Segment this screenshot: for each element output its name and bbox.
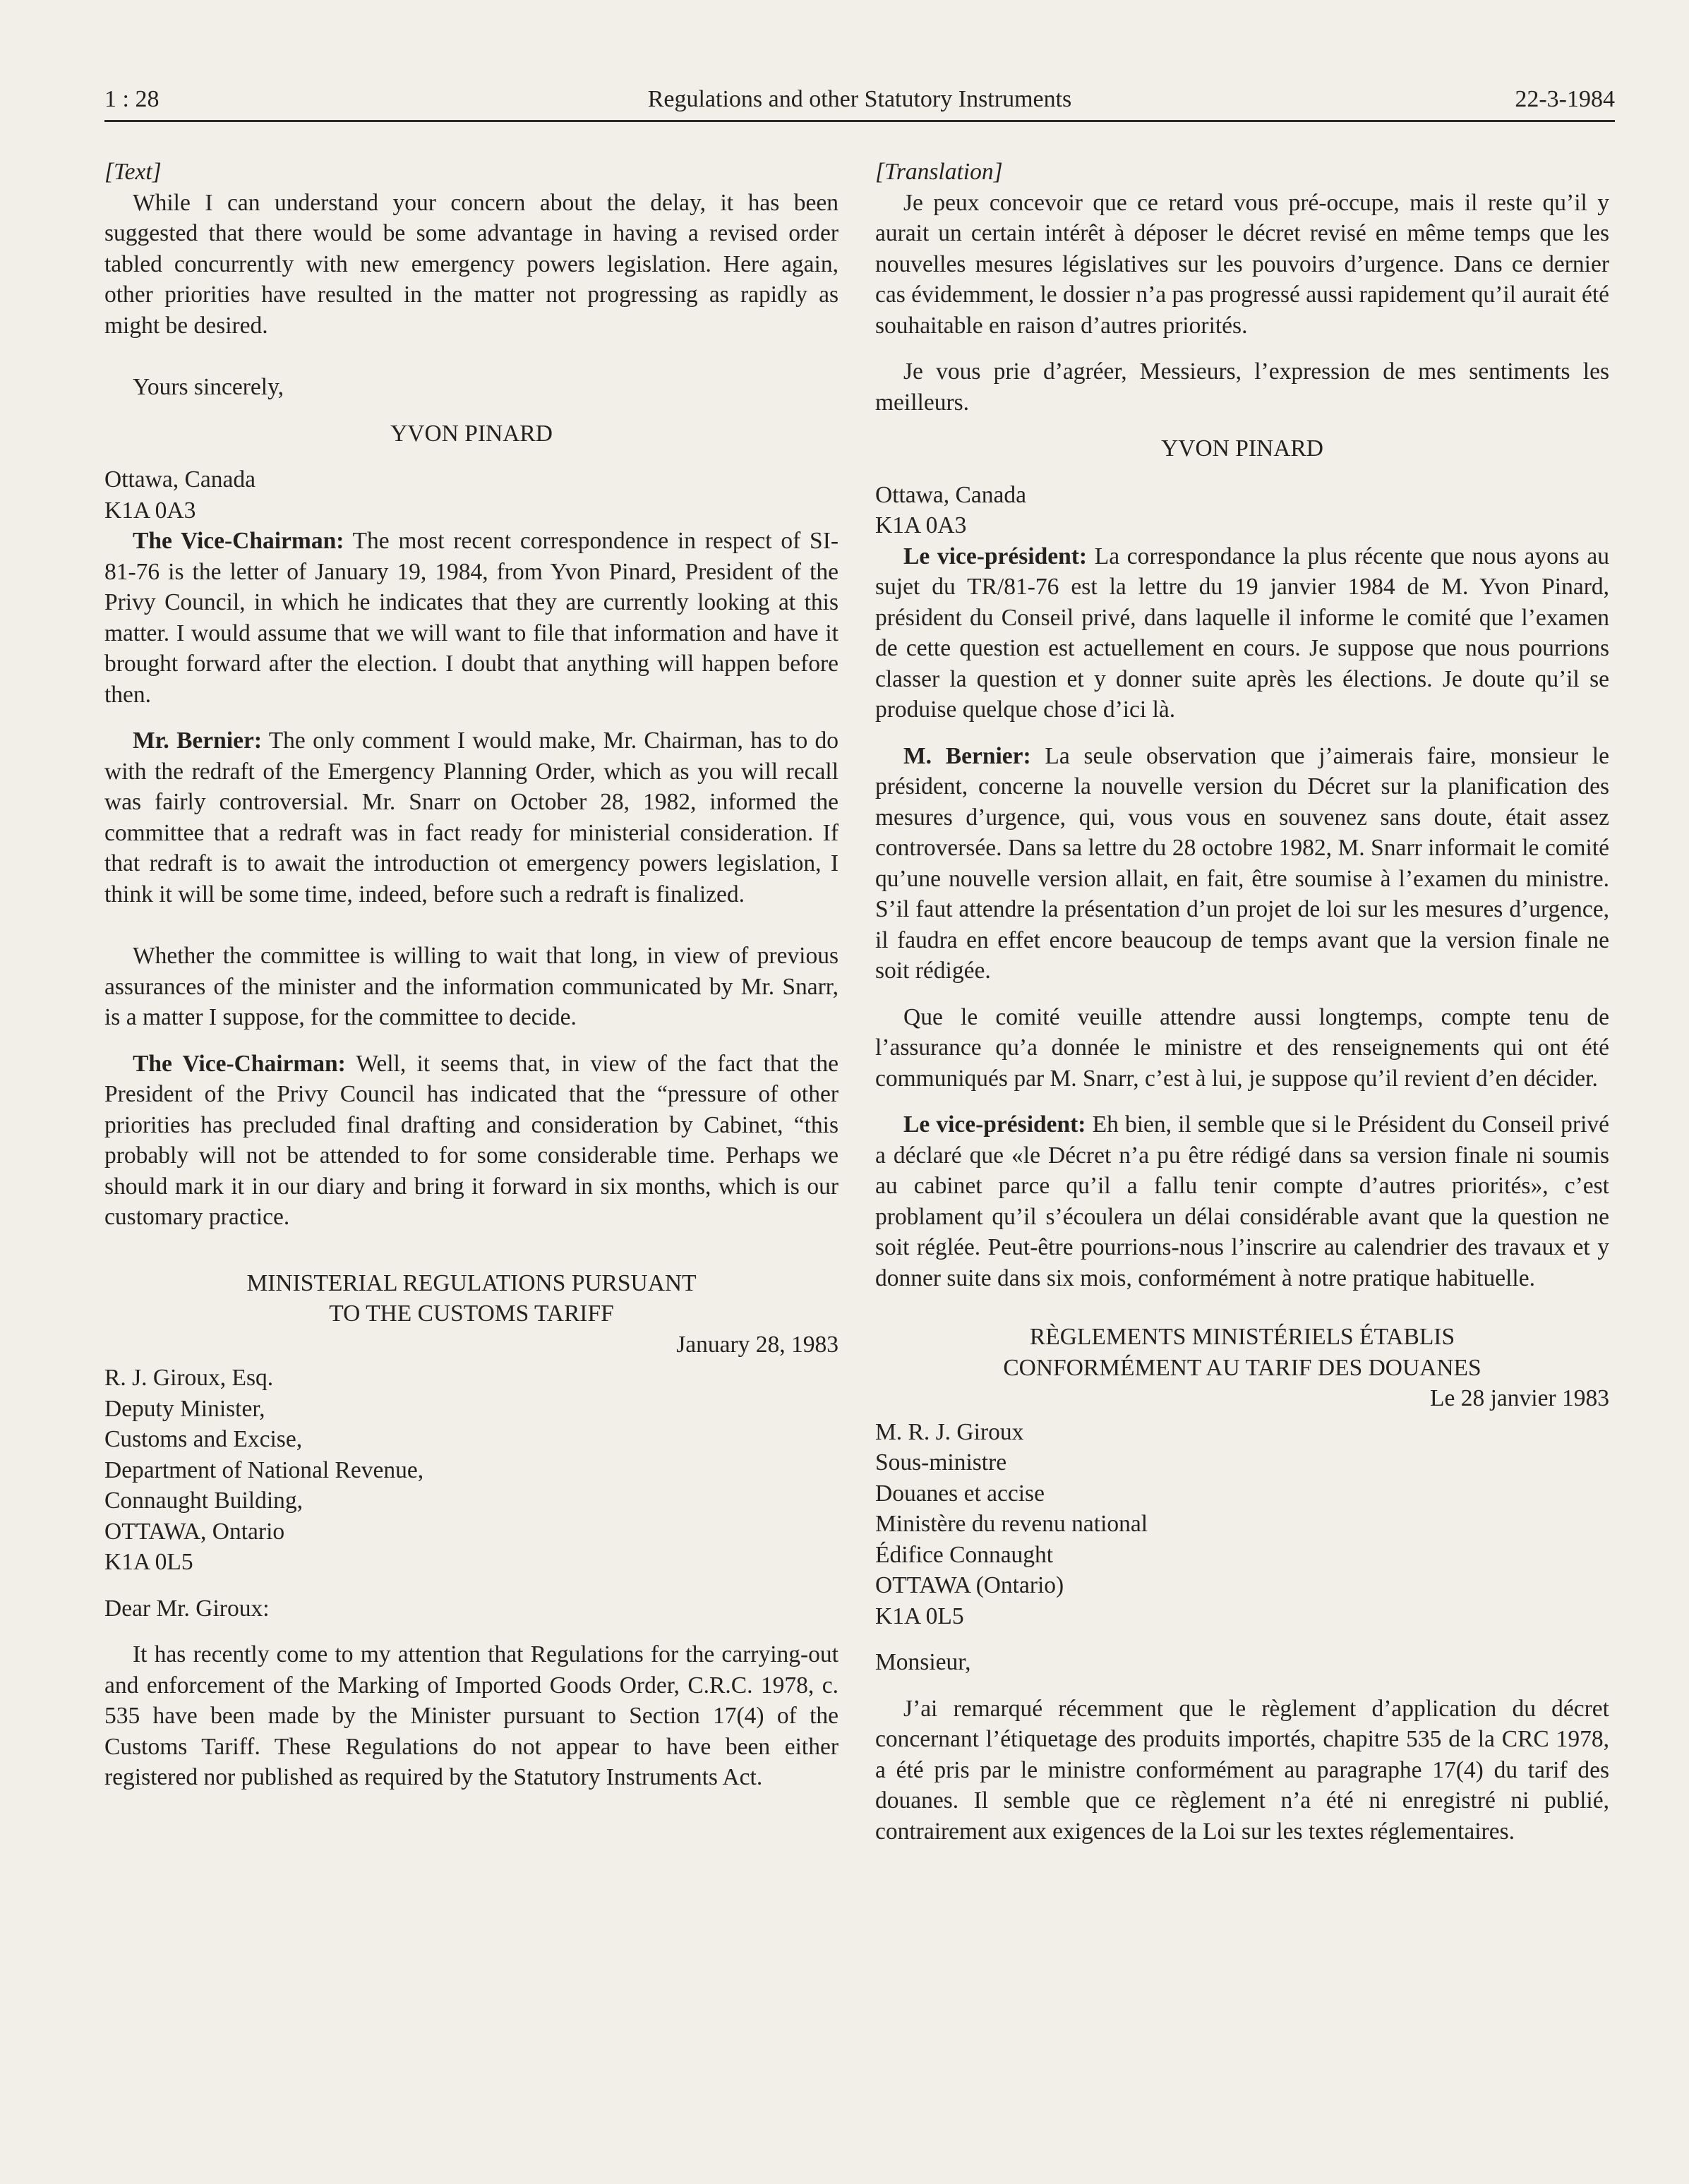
address-line: Ottawa, Canada [104, 466, 256, 493]
salutation: Dear Mr. Giroux: [104, 1595, 270, 1622]
speaker-name: M. Bernier: [903, 742, 1031, 769]
page-number: 1 : 28 [104, 86, 160, 112]
speaker-name: The Vice-Chairman: [133, 1050, 346, 1077]
paragraph: While I can understand your concern about the delay, it has been suggested that there would be some advantage in having a revised order tabled concurrently with new emergency powers legislation. Here again, other priorities have resulted in the matter not progressing as rapidly as might be desired. [104, 189, 839, 339]
closing: Yours sincerely, [133, 374, 284, 400]
section-heading: CONFORMÉMENT AU TARIF DES DOUANES [1003, 1354, 1481, 1381]
speaker-paragraph: The Vice-Chairman: The most recent correspondence in respect of SI-81-76 is the letter of January 19, 1984, from Yvon Pinard, President of the Privy Council, in which he indicates that they are currently looking at this matter. I would assume that we will want to file that information and have it brought forward after the election. I doubt that anything will happen before then. [104, 528, 839, 708]
english-column [104, 157, 839, 1793]
salutation: Monsieur, [875, 1649, 971, 1675]
recipient-address: R. J. Giroux, Esq. Deputy Minister, Customs and Excise, Department of National Revenue, Connaught Building, OTTAWA, Ontario K1A 0L5 [104, 1365, 424, 1575]
french-column [875, 157, 1609, 1847]
speaker-paragraph: The Vice-Chairman: Well, it seems that, in view of the fact that the President of the Privy Council has indicated that the “pressure of other priorities has precluded final drafting and consideration by Cabinet, “this probably will not be attended to for some considerable time. Perhaps we should mark it in our diary and bring it forward in six months, which is our customary practice. [104, 1050, 839, 1230]
letter-date: January 28, 1983 [676, 1331, 839, 1358]
speaker-paragraph: Mr. Bernier: The only comment I would make, Mr. Chairman, has to do with the redraft of the Emergency Planning Order, which as you will recall was fairly controversial. Mr. Snarr on October 28, 1982, informed the committee that a redraft was in fact ready for ministerial consideration. If that redraft is to await the introduction ot emergency powers legislation, I think it will be some time, indeed, before such a redraft is finalized. [104, 728, 839, 907]
running-title: Regulations and other Statutory Instruments [647, 86, 1072, 112]
closing: Je vous prie d’agréer, Messieurs, l’expression de mes sentiments les meilleurs. [875, 358, 1609, 416]
address-line: Ottawa, Canada [875, 481, 1026, 508]
speaker-name: Le vice-président: [903, 543, 1088, 569]
column-label: [Text] [104, 159, 162, 185]
running-header [104, 83, 1615, 122]
speaker-paragraph: M. Bernier: La seule observation que j’aimerais faire, monsieur le président, concerne la nouvelle version du Décret sur la planification des mesures d’urgence, qui, vous vous en souvenez sans doute, était assez controversée. Dans sa lettre du 28 octobre 1982, M. Snarr informait le comité qu’une nouvelle version allait, en fait, être soumise à l’examen du ministre. S’il faut attendre la présentation d’un projet de loi sur les mesures d’urgence, il faudra en effet encore beaucoup de temps avant que la version finale ne soit rédigée. [875, 742, 1609, 984]
signature: YVON PINARD [1161, 435, 1323, 461]
speaker-paragraph: Le vice-président: Eh bien, il semble que si le Président du Conseil privé a déclaré que «le Décret n’a pu être rédigé dans sa version finale ni soumis au cabinet parce qu’il a fallu tenir compte d’autres priorités», c’est problament qu’il s’écoulera un délai considérable avant que la question ne soit réglée. Peut-être pourrions-nous l’inscrire au calendrier des travaux et y donner suite dans six mois, conformément à notre pratique habituelle. [875, 1111, 1610, 1291]
paragraph: It has recently come to my attention that Regulations for the carrying-out and enforcement of the Marking of Imported Goods Order, C.R.C. 1978, c. 535 have been made by the Minister pursuant to Section 17(4) of the Customs Tariff. These Regulations do not appear to have been either registered nor published as required by the Statutory Instruments Act. [104, 1641, 839, 1790]
speaker-name: Mr. Bernier: [133, 728, 263, 754]
speaker-name: The Vice-Chairman: [133, 528, 344, 554]
paragraph: J’ai remarqué récemment que le règlement d’application du décret concernant l’étiquetage des produits importés, chapitre 535 de la CRC 1978, a été pris par le ministre conformément au paragraphe 17(4) du tarif des douanes. Il semble que ce règlement n’a été ni enregistré ni publié, contrairement aux exigences de la Loi sur les textes réglementaires. [875, 1695, 1609, 1845]
paragraph: Je peux concevoir que ce retard vous pré-occupe, mais il reste qu’il y aurait un certain intérêt à déposer le décret revisé en même temps que les nouvelles mesures législatives sur les pouvoirs d’urgence. Dans ce dernier cas évidemment, le dossier n’a pas progressé aussi rapidement qu’il aurait été souhaitable en raison d’autres priorités. [875, 189, 1610, 339]
speaker-name: Le vice-président: [903, 1111, 1086, 1138]
postal-code: K1A 0A3 [104, 497, 196, 524]
publication-date: 22-3-1984 [1515, 86, 1615, 112]
paragraph: Que le comité veuille attendre aussi longtemps, compte tenu de l’assurance qu’a donnée le ministre et des renseignements qui ont été communiqués par M. Snarr, c’est à lui, je suppose qu’il revient d’en décider. [875, 1003, 1609, 1092]
recipient-address: M. R. J. Giroux Sous-ministre Douanes et accise Ministère du revenu national Édifice Connaught OTTAWA (Ontario) K1A 0L5 [875, 1418, 1148, 1629]
signature: YVON PINARD [390, 420, 553, 447]
paragraph: Whether the committee is willing to wait that long, in view of previous assurances of the minister and the information communicated by Mr. Snarr, is a matter I suppose, for the committee to decide. [104, 943, 839, 1030]
column-label: [Translation] [875, 159, 1003, 185]
section-heading: MINISTERIAL REGULATIONS PURSUANT [246, 1269, 697, 1296]
letter-date: Le 28 janvier 1983 [1430, 1385, 1609, 1411]
speaker-paragraph: Le vice-président: La correspondance la plus récente que nous ayons au sujet du TR/81-76 est la lettre du 19 janvier 1984 de M. Yvon Pinard, président du Conseil privé, dans laquelle il informe le comité que l’examen de cette question est actuellement en cours. Je suppose que nous pourrions classer la question et y donner suite après les élections. Je doute qu’il se produise quelque chose d’ici là. [875, 543, 1609, 723]
postal-code: K1A 0A3 [875, 512, 967, 538]
section-heading: RÈGLEMENTS MINISTÉRIELS ÉTABLIS [1029, 1324, 1455, 1350]
section-heading: TO THE CUSTOMS TARIFF [329, 1301, 614, 1327]
